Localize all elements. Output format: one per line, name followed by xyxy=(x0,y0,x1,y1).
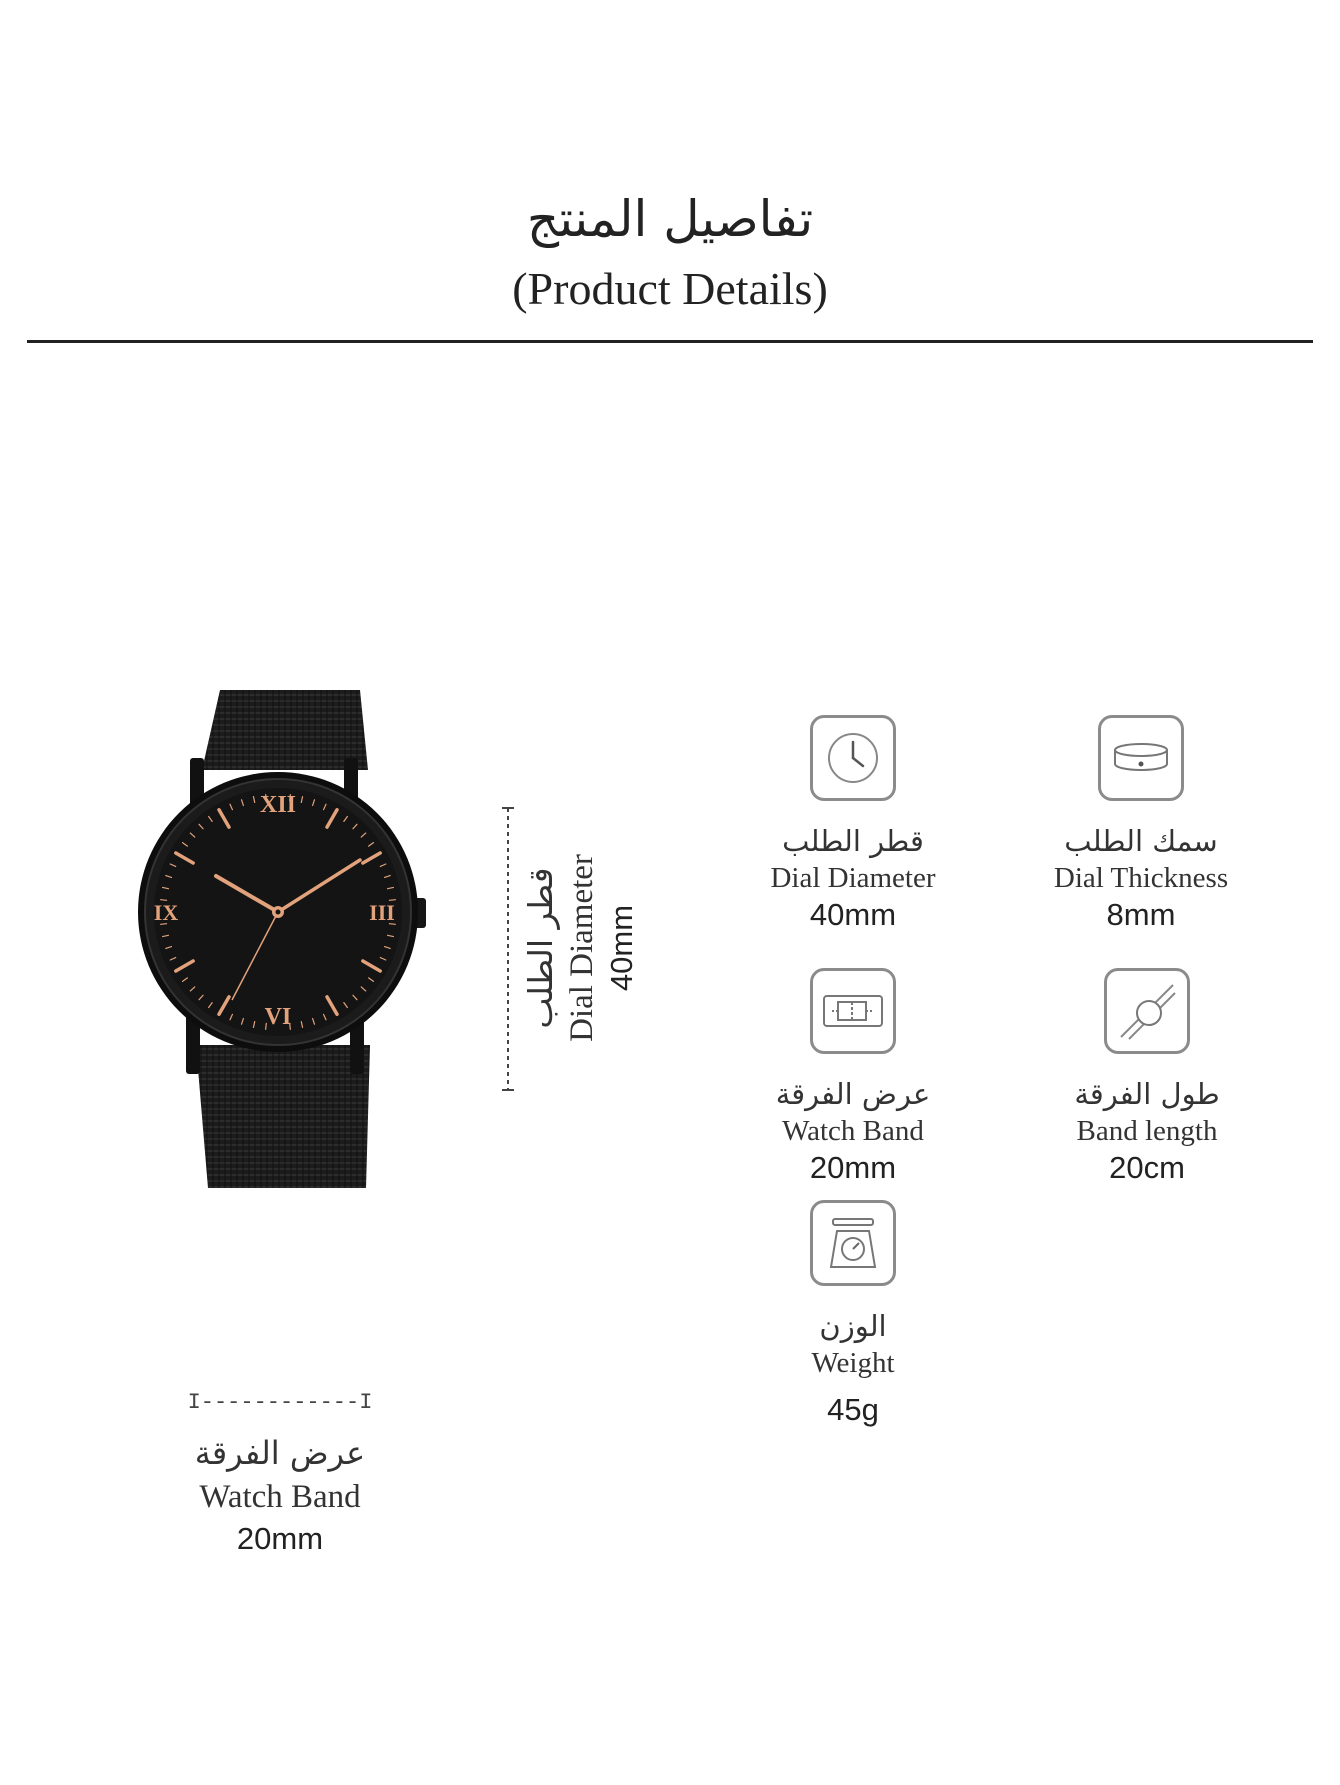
page-title-arabic: تفاصيل المنتج xyxy=(526,190,814,248)
spec-label-ar: سمك الطلب xyxy=(1064,824,1218,858)
spec-value: 8mm xyxy=(1106,897,1176,932)
band-width-label-ar: عرض الفرقة xyxy=(194,1434,366,1472)
band-width-marker: I------------I xyxy=(187,1390,373,1415)
spec-label-en: Dial Thickness xyxy=(1053,862,1229,894)
spec-label-ar: قطر الطلب xyxy=(782,824,924,858)
spec-label-ar: عرض الفرقة xyxy=(775,1077,931,1111)
spec-label-en: Weight xyxy=(811,1347,895,1379)
band-width-value: 20mm xyxy=(236,1521,324,1556)
dial-diameter-label-ar: قطر الطلب xyxy=(521,867,560,1029)
thickness-icon xyxy=(1098,715,1184,801)
numeral-xii: XII xyxy=(259,792,297,818)
spec-value: 20mm xyxy=(809,1150,897,1185)
spec-value: 40mm xyxy=(809,897,897,932)
dial-diameter-label-en: Dial Diameter xyxy=(564,854,600,1042)
page-title-english: (Product Details) xyxy=(512,263,828,314)
dial-diameter-marker xyxy=(496,804,520,1094)
clock-icon xyxy=(810,715,896,801)
spec-label-en: Band length xyxy=(1076,1115,1218,1147)
spec-value: 20cm xyxy=(1109,1150,1185,1185)
numeral-ix: IX xyxy=(153,900,179,925)
spec-value: 45g xyxy=(827,1392,879,1427)
dial-diameter-value: 40mm xyxy=(604,904,639,992)
band-length-icon xyxy=(1104,968,1190,1054)
spec-label-ar: طول الفرقة xyxy=(1074,1077,1220,1111)
spec-label-en: Dial Diameter xyxy=(770,862,936,894)
scale-icon xyxy=(810,1200,896,1286)
spec-dial-diameter xyxy=(708,715,998,933)
header-divider xyxy=(27,340,1313,343)
mesh-band-bottom xyxy=(196,1045,370,1188)
spec-weight xyxy=(708,1200,998,1428)
spec-label-ar: الوزن xyxy=(819,1309,887,1343)
spec-dial-thickness xyxy=(996,715,1286,933)
mesh-band-top xyxy=(202,690,368,770)
band-width-callout xyxy=(130,1390,430,1559)
watch-product-image xyxy=(120,680,440,1200)
band-width-label-en: Watch Band xyxy=(199,1479,361,1515)
spec-band-length xyxy=(1002,968,1292,1186)
numeral-iii: III xyxy=(369,900,395,925)
buckle-icon xyxy=(810,968,896,1054)
spec-label-en: Watch Band xyxy=(782,1115,924,1147)
dial-diameter-rotated-label xyxy=(520,718,670,1178)
numeral-vi: VI xyxy=(264,1004,292,1030)
spec-watch-band xyxy=(708,968,998,1186)
